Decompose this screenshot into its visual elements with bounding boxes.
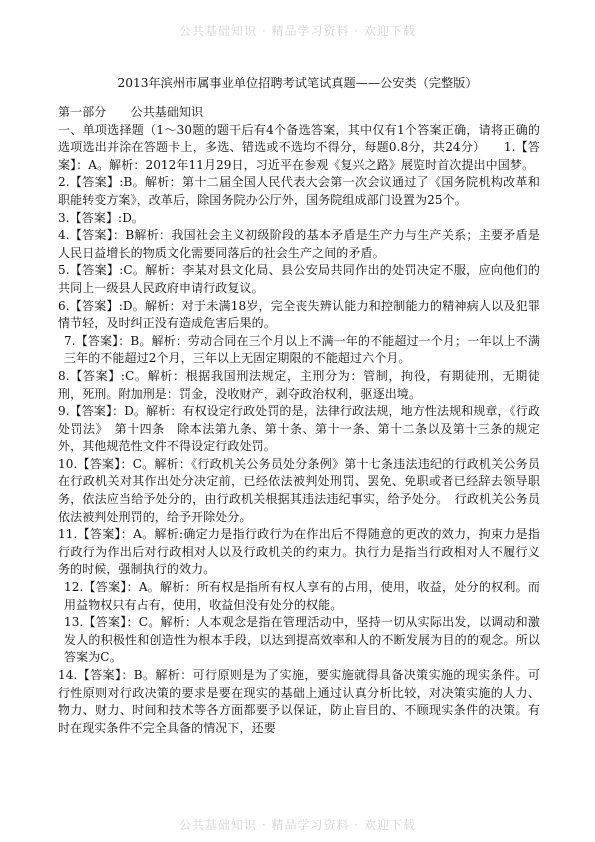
paragraph-q6: 6.【答案】:D。解析：对于未满18岁，完全丧失辨认能力和控制能力的精神病人以及犯罪情节轻，及时纠正没有造成危害后果的。 [58, 298, 540, 331]
paragraph-instructions-q1: 一、单项选择题（1～30题的题干后有4个备选答案，其中仅有1个答案正确，请将正确的选项选出并涂在答题卡上，多选、错选或不选均不得分，每题0.8分，共24分） 1.【答案】：A。解析：2012年11月29日，习近平在参观《复兴之路》展览时首次提出中国梦。 [58, 122, 540, 172]
paragraph-q14: 14.【答案】：B。解析：可行原则是为了实施，要实施就得具备决策实施的现实条件。可行性原则对行政决策的要求是要在现实的基础上通过认真分析比较，对决策实施的人力、物力、财力、时间和技术等各方面都要予以保证，防止盲目的、不顾现实条件的决策。有时在现实条件不完全具备的情况下，还要 [58, 668, 540, 735]
footer-watermark: 公共基础知识 · 精品学习资料 · 欢迎下载 [179, 818, 416, 832]
paragraph-q13: 13.【答案】：C。解析：人本观念是指在管理活动中，坚持一切从实际出发，以调动和激发人的积极性和创造性为根本手段，以达到提高效率和人的不断发展为目的的观念。所以答案为C。 [64, 615, 540, 665]
document-title: 2013年滨州市属事业单位招聘考试笔试真题——公安类（完整版） [117, 76, 478, 90]
paragraph-q9: 9.【答案】：D。解析：有权设定行政处罚的是，法律行政法规，地方性法规和规章，《行政处罚法》 第十四条 除本法第九条、第十条、第十一条、第十二条以及第十三条的规定外，其他规范性文件不得设定行政处罚。 [58, 404, 540, 454]
paragraph-q4: 4.【答案】：B解析：我国社会主义初级阶段的基本矛盾是生产力与生产关系；主要矛盾是人民日益增长的物质文化需要同落后的社会生产之间的矛盾。 [58, 228, 540, 260]
paragraph-q2: 2.【答案】:B。解析：第十二届全国人民代表大会第一次会议通过了《国务院机构改革和职能转变方案》，改革后，除国务院办公厅外，国务院组成部门设置为25个。 [58, 175, 540, 207]
paragraph-q11: 11.【答案】：A。解析:确定力是指行政行为在作出后不得随意的更改的效力，拘束力是指行政行为作出后对行政相对人以及行政机关的约束力。执行力是指当行政相对人不履行义务的时候，强制执行的效力。 [58, 527, 540, 577]
paragraph-q8: 8.【答案】:C。解析：根据我国刑法规定，主刑分为：管制，拘役，有期徒刑，无期徒刑，死刑。附加刑是：罚金，没收财产，剥夺政治权利，驱逐出境。 [58, 368, 540, 401]
paragraph-q10: 10.【答案】：C。解析：《行政机关公务员处分条例》第十七条违法违纪的行政机关公务员在行政机关对其作出处分决定前，已经依法被判处刑罚、罢免、免职或者已经辞去领导职务，依法应当给予处分的，由行政机关根据其违法违纪事实，给予处分。 行政机关公务员依法被判处刑罚的，给予开除处分。 [58, 456, 540, 524]
document-body [58, 104, 540, 737]
paragraph-q3: 3.【答案】:D。 [58, 210, 145, 225]
paragraph-q7: 7.【答案】：B。解析：劳动合同在三个月以上不满一年的不能超过一个月；一年以上不满三年的不能超过2个月，三年以上无固定期限的不能超过六个月。 [64, 333, 540, 366]
header-watermark: 公共基础知识 · 精品学习资料 · 欢迎下载 [179, 24, 416, 38]
paragraph-q5: 5.【答案】:C。解析：李某对县文化局、县公安局共同作出的处罚决定不服，应向他们的共同上一级县人民政府申请行政复议。 [58, 263, 540, 295]
paragraph-q12: 12.【答案】：A。解析：所有权是指所有权人享有的占用，使用，收益，处分的权利。而用益物权只有占有，使用，收益但没有处分的权能。 [64, 580, 540, 612]
part-heading: 第一部分 公共基础知识 [58, 105, 204, 119]
